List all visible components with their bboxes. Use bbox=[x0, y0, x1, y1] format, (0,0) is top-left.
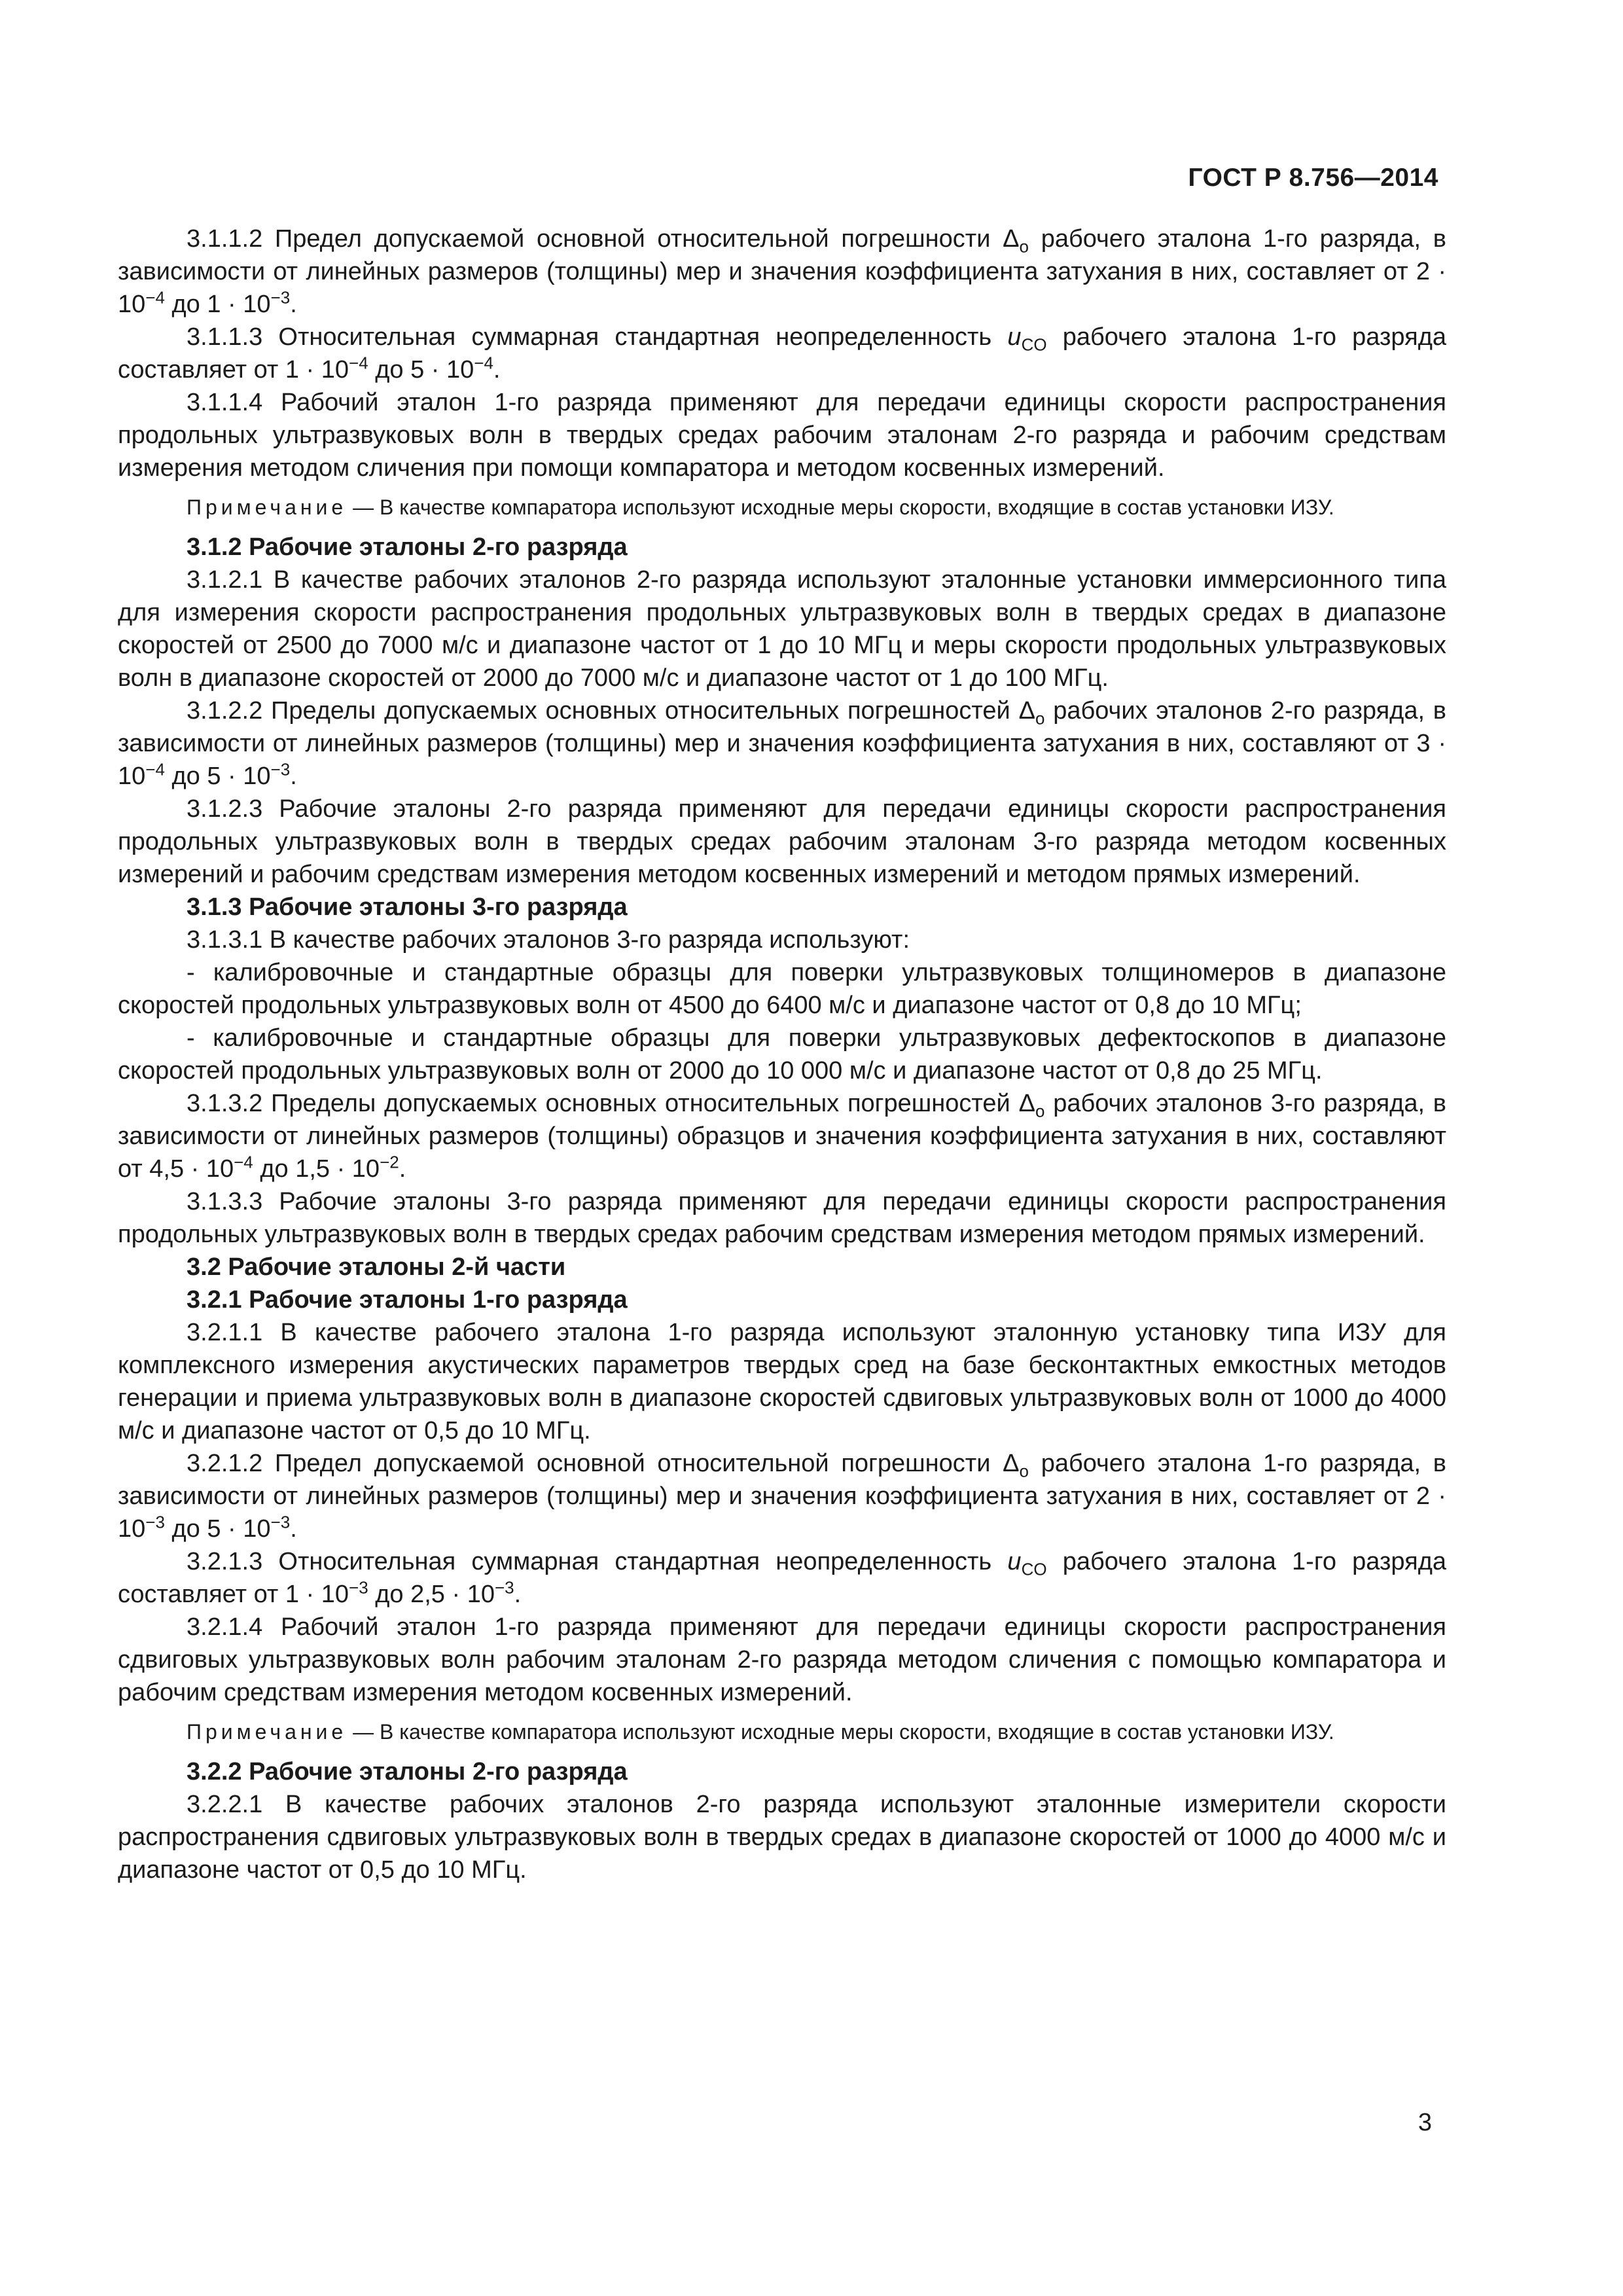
paragraph-3-2-1-2: 3.2.1.2 Предел допускаемой основной относительной погрешности $\Delta_o$ рабочего эталона 1-го разряда, в зависимости от линейных размеров (толщины) мер и значения коэффициента затухания в них, составляет от $2 \cdot 10^{-3}$ до $5 \cdot 10^{-3}$. bbox=[118, 1450, 1446, 1543]
page-number: 3 bbox=[1418, 2109, 1432, 2136]
paragraph-3-1-3-2: 3.1.3.2 Пределы допускаемых основных относительных погрешностей $\Delta_o$ рабочих эталонов 3-го разряда, в зависимости от линейных размеров (толщины) образцов и значения коэффициента затухания в них, составляют от $4,5 \cdot 10^{-4}$ до $1,5 \cdot 10^{-2}$. bbox=[118, 1090, 1446, 1183]
paragraph-3-2-1-3: 3.2.1.3 Относительная суммарная стандартная неопределенность $u_{CO}$ рабочего эталона 1-го разряда составляет от $1 \cdot 10^{-3}$ до $2,5 \cdot 10^{-3}$. bbox=[118, 1548, 1447, 1608]
paragraph-3-1-3-1: 3.1.3.1 В качестве рабочих эталонов 3-го разряда используют: bbox=[187, 926, 910, 954]
document-code: ГОСТ Р 8.756—2014 bbox=[1188, 164, 1438, 192]
paragraph-3-1-2-2: 3.1.2.2 Пределы допускаемых основных относительных погрешностей $\Delta_o$ рабочих эталонов 2-го разряда, в зависимости от линейных размеров (толщины) мер и значения коэффициента затухания в них, составляют от $3 \cdot 10^{-4}$ до $5 \cdot 10^{-3}$. bbox=[118, 697, 1446, 790]
paragraph-3-1-1-2: 3.1.1.2 Предел допускаемой основной относительной погрешности $\Delta_o$ рабочего эталона 1-го разряда, в зависимости от линейных размеров (толщины) мер и значения коэффициента затухания в них, составляет от $2 \cdot 10^{-4}$ до $1 \cdot 10^{-3}$. bbox=[118, 225, 1446, 318]
heading-3-2-2: 3.2.2 Рабочие эталоны 2-го разряда bbox=[187, 1758, 628, 1785]
paragraph-3-2-2-1: 3.2.2.1 В качестве рабочих эталонов 2-го разряда используют эталонные измерители скорости распространения сдвиговых ультразвуковых волн в твердых средах в диапазоне скоростей от 1000 до 4000 м/с и диапазоне частот от 0,5 до 10 МГц. bbox=[118, 1791, 1446, 1884]
list-item-thickness-gauges: - калибровочные и стандартные образцы для поверки ультразвуковых толщиномеров в диапазоне скоростей продольных ультразвуковых волн от 4500 до 6400 м/с и диапазоне частот от 0,8 до 10 МГц; bbox=[118, 959, 1446, 1019]
document-body bbox=[118, 223, 1446, 1886]
heading-3-1-2: 3.1.2 Рабочие эталоны 2-го разряда bbox=[187, 533, 628, 561]
paragraph-3-1-1-4: 3.1.1.4 Рабочий эталон 1-го разряда применяют для передачи единицы скорости распространения продольных ультразвуковых волн в твердых средах рабочим эталонам 2-го разряда и рабочим средствам измерения методом сличения при помощи компаратора и методом косвенных измерений. bbox=[118, 389, 1446, 482]
note-2: Примечание — В качестве компаратора используют исходные меры скорости, входящие в состав установки ИЗУ. bbox=[187, 1720, 1334, 1744]
paragraph-3-2-1-1: 3.2.1.1 В качестве рабочего эталона 1-го разряда используют эталонную установку типа ИЗУ для комплексного измерения акустических параметров твердых сред на базе бесконтактных емкостных методов генерации и приема ультразвуковых волн в диапазоне скоростей сдвиговых ультразвуковых волн от 1000 до 4000 м/с и диапазоне частот от 0,5 до 10 МГц. bbox=[118, 1319, 1446, 1444]
paragraph-3-1-2-1: 3.1.2.1 В качестве рабочих эталонов 2-го разряда используют эталонные установки иммерсионного типа для измерения скорости распространения продольных ультразвуковых волн в твердых средах в диапазоне скоростей от 2500 до 7000 м/с и диапазоне частот от 1 до 10 МГц и меры скорости продольных ультразвуковых волн в диапазоне скоростей от 2000 до 7000 м/с и диапазоне частот от 1 до 100 МГц. bbox=[118, 566, 1446, 692]
list-item-flaw-detectors: - калибровочные и стандартные образцы для поверки ультразвуковых дефектоскопов в диапазоне скоростей продольных ультразвуковых волн от 2000 до 10 000 м/с и диапазоне частот от 0,8 до 25 МГц. bbox=[118, 1024, 1446, 1085]
paragraph-3-1-3-3: 3.1.3.3 Рабочие эталоны 3-го разряда применяют для передачи единицы скорости распространения продольных ультразвуковых волн в твердых средах рабочим средствам измерения методом прямых измерений. bbox=[118, 1188, 1446, 1248]
paragraph-3-1-1-3: 3.1.1.3 Относительная суммарная стандартная неопределенность $u_{CO}$ рабочего эталона 1-го разряда составляет от $1 \cdot 10^{-4}$ до $5 \cdot 10^{-4}$. bbox=[118, 323, 1447, 384]
heading-3-2-1: 3.2.1 Рабочие эталоны 1-го разряда bbox=[187, 1286, 628, 1314]
heading-3-1-3: 3.1.3 Рабочие эталоны 3-го разряда bbox=[187, 893, 628, 921]
note-1: Примечание — В качестве компаратора используют исходные меры скорости, входящие в состав установки ИЗУ. bbox=[187, 495, 1334, 519]
paragraph-3-2-1-4: 3.2.1.4 Рабочий эталон 1-го разряда применяют для передачи единицы скорости распространения сдвиговых ультразвуковых волн рабочим эталонам 2-го разряда методом сличения с помощью компаратора и рабочим средствам измерения методом косвенных измерений. bbox=[118, 1613, 1446, 1706]
heading-3-2: 3.2 Рабочие эталоны 2-й части bbox=[187, 1253, 566, 1281]
paragraph-3-1-2-3: 3.1.2.3 Рабочие эталоны 2-го разряда применяют для передачи единицы скорости распространения продольных ультразвуковых волн в твердых средах рабочим эталонам 3-го разряда методом косвенных измерений и рабочим средствам измерения методом косвенных измерений и методом прямых измерений. bbox=[118, 795, 1446, 888]
